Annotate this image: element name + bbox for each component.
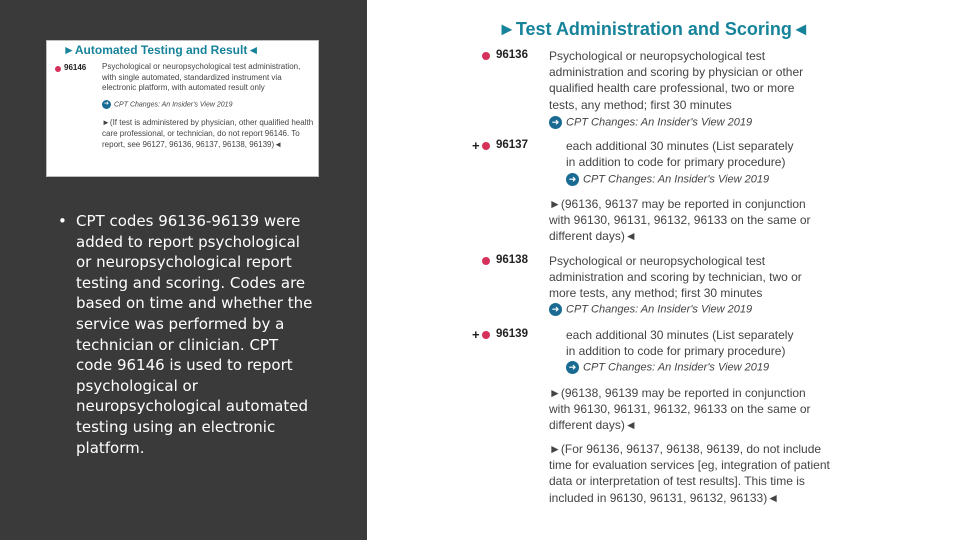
inset-description: Psychological or neuropsychological test administration, with single automated, standardized instrument via electronic platform, with automated result only [102,62,301,92]
code-number: 96136 [496,49,528,61]
code-number: 96138 [496,254,528,266]
code-number: 96137 [496,139,528,151]
inset-note: ►(If test is administered by physician, other qualified health care professional, or technician, do not report 96146. To report, see 96127, 96136, 96137, 96138, 96139)◄ [102,118,314,149]
reference-link [549,303,752,316]
parenthetical-note: ►(96138, 96139 may be reported in conjunction with 96130, 96131, 96132, 96133 on the same or different days)◄ [549,386,811,433]
code-number: 96139 [496,328,528,340]
cpt-excerpt-image [46,40,319,177]
code-bullet-icon [482,142,490,150]
inset-reference-text: CPT Changes: An Insider's View 2019 [114,101,233,109]
arrow-right-circle-icon: ➜ [566,173,579,186]
arrow-right-circle-icon: ➜ [103,101,110,107]
parenthetical-note: ►(96136, 96137 may be reported in conjunction with 96130, 96131, 96132, 96133 on the same or different days)◄ [549,197,811,244]
left-panel [0,0,367,540]
code-bullet-icon [55,66,61,72]
reference-link [549,116,752,129]
reference-text: CPT Changes: An Insider's View 2019 [583,361,770,374]
code-description: Psychological or neuropsychological test administration and scoring by physician or other qualified health care professional, two or more tests, any method; first 30 minutes [549,49,804,112]
reference-text: CPT Changes: An Insider's View 2019 [566,303,753,316]
reference-link [566,173,769,186]
code-description: each additional 30 minutes (List separately in addition to code for primary procedure) [566,139,794,170]
bullet-glyph: • [58,212,67,230]
reference-text: CPT Changes: An Insider's View 2019 [566,116,753,129]
inset-title: ►Automated Testing and Result◄ [63,43,260,57]
code-description: Psychological or neuropsychological test administration and scoring by technician, two or more tests, any method; first 30 minutes [549,254,802,301]
parenthetical-note: ►(For 96136, 96137, 96138, 96139, do not include time for evaluation services [eg, integration of patient data or interpretation of test results]. This time is included in 96130, 96131, 96132, 96133)◄ [549,442,830,505]
arrow-right-circle-icon: ➜ [549,116,562,129]
inset-code: 96146 [64,63,87,72]
inset-reference [102,100,232,109]
code-bullet-icon [482,331,490,339]
bullet-text: CPT codes 96136-96139 were added to report psychological or neuropsychological report testing and scoring. Codes are based on time and whether the service was performed by a technician or clinician. CPT code 96146 is used to report psychological or neuropsychological automated testing using an electronic platform. [76,212,313,457]
reference-text: CPT Changes: An Insider's View 2019 [583,173,770,186]
code-description: each additional 30 minutes (List separately in addition to code for primary procedure) [566,328,794,359]
section-title: ►Test Administration and Scoring◄ [498,19,810,39]
bullet-paragraph [58,211,313,458]
add-on-plus-icon: + [472,138,480,153]
code-bullet-icon [482,257,490,265]
add-on-plus-icon: + [472,327,480,342]
reference-link [566,361,769,374]
code-bullet-icon [482,52,490,60]
arrow-right-circle-icon: ➜ [566,361,579,374]
arrow-right-circle-icon: ➜ [549,303,562,316]
